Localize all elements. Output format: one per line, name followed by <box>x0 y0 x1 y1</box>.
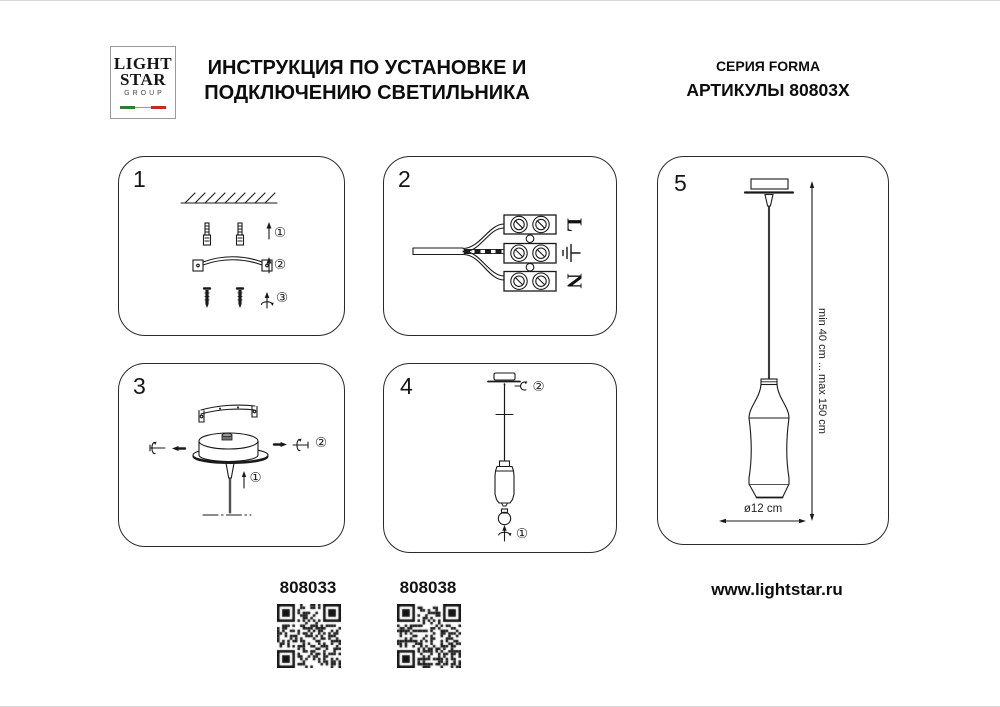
pendant-canopy <box>745 179 793 206</box>
italian-flag-stripe <box>120 106 166 110</box>
mounting-bracket-top <box>199 405 257 422</box>
screwdriver-rotation-icon <box>261 292 273 308</box>
light-bulb <box>498 509 510 525</box>
step-1-panel <box>118 156 345 336</box>
step-3-number: 3 <box>133 373 146 399</box>
step-1-marker-3: ③ <box>275 290 289 306</box>
terminal-label-neutral: N <box>562 273 587 289</box>
step-1-marker-1: ① <box>273 225 287 241</box>
step-1-number: 1 <box>133 166 146 192</box>
step-2-number: 2 <box>398 166 411 192</box>
step-3-marker-2: ② <box>314 435 328 451</box>
page-title <box>187 56 547 106</box>
glass-shade <box>749 379 789 498</box>
step-4-illustration <box>384 364 618 554</box>
screw-right <box>237 289 243 309</box>
website-url: www.lightstar.ru <box>711 580 843 599</box>
pendant-cable <box>768 206 769 379</box>
side-screw-icon-right <box>293 439 308 451</box>
logo-word-light: LIGHT <box>113 54 173 73</box>
supply-cable <box>413 248 463 255</box>
locking-screw-icon <box>515 381 527 390</box>
flag-red <box>151 106 166 110</box>
logo-word-group: GROUP <box>124 90 165 97</box>
page-top-edge <box>0 0 1000 1</box>
step-3-panel <box>118 363 345 547</box>
bulb-rotation-icon <box>499 525 512 541</box>
lamp-socket <box>495 461 514 506</box>
direction-arrow-right <box>274 442 287 447</box>
step-1-illustration <box>119 157 346 337</box>
step-4-number: 4 <box>400 373 413 399</box>
article-code-808038: 808038 <box>399 578 457 597</box>
title-line-2: ПОДКЛЮЧЕНИЮ СВЕТИЛЬНИКА <box>204 82 530 104</box>
step-4-marker-2: ② <box>532 379 545 395</box>
terminal-label-live: L <box>562 217 587 233</box>
canopy-small <box>488 373 520 385</box>
wire-neutral <box>463 251 504 280</box>
ceiling-canopy <box>193 433 268 463</box>
terminal-block <box>504 215 556 291</box>
wall-anchor-right <box>237 223 244 245</box>
qr-code-article-2 <box>397 604 461 668</box>
suspension-cable <box>496 385 513 461</box>
qr-code-article-1 <box>277 604 341 668</box>
step-4-marker-1: ① <box>515 526 529 542</box>
step-2-panel <box>383 156 617 336</box>
ceiling-hatch <box>181 193 277 203</box>
lightstar-logo <box>110 46 176 119</box>
step-3-illustration <box>119 364 346 548</box>
side-screw-icon-left <box>150 442 165 454</box>
ground-icon <box>563 245 580 262</box>
step-5-panel <box>657 156 889 545</box>
insert-arrow-1 <box>267 222 272 239</box>
step-5-illustration <box>658 157 890 546</box>
title-line-1: ИНСТРУКЦИЯ ПО УСТАНОВКЕ И <box>207 57 527 79</box>
logo-word-star: STAR <box>119 69 167 89</box>
article-code-808033: 808033 <box>279 578 337 597</box>
wire-live <box>463 224 504 252</box>
series-label: СЕРИЯ FORMA <box>715 58 821 74</box>
height-range-label: min 40 cm ... max 150 cm <box>816 308 828 434</box>
wall-anchor-left <box>204 223 211 245</box>
suspension-stem <box>226 463 234 513</box>
step-5-number: 5 <box>674 170 687 196</box>
flag-green <box>120 106 135 110</box>
pull-arrow-1 <box>242 471 246 488</box>
step-1-marker-2: ② <box>273 257 287 273</box>
step-3-marker-1: ① <box>249 470 262 486</box>
direction-arrow-left <box>172 446 185 451</box>
screw-left <box>204 289 210 309</box>
step-4-panel <box>383 363 617 553</box>
diameter-dimension-line <box>719 519 806 523</box>
flag-white <box>135 106 150 110</box>
diameter-label: ø12 cm <box>743 503 783 515</box>
mounting-bracket <box>193 257 272 271</box>
step-2-illustration <box>384 157 618 337</box>
articles-label: АРТИКУЛЫ 80803X <box>686 80 850 100</box>
